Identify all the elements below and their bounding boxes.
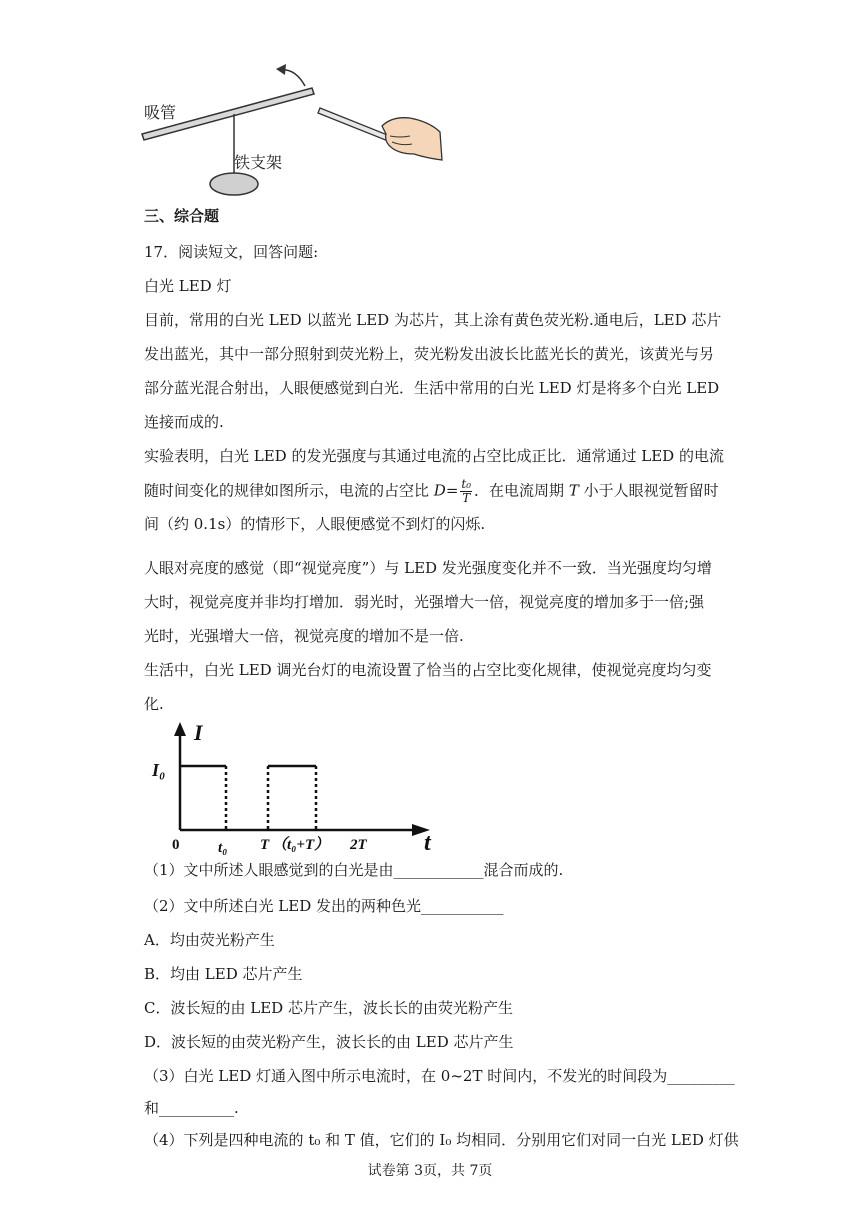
glass-rod <box>318 108 390 141</box>
p1-line-1: 目前，常用的白光 LED 以蓝光 LED 为芯片，其上涂有黄色荧光粉.通电后，LED 芯片 <box>144 311 722 329</box>
subquestion-1: （1）文中所述人眼感觉到的白光是由____________混合而成的. <box>144 861 564 879</box>
p3-line-2: 大时，视觉亮度并非均打增加．弱光时，光强增大一倍，视觉亮度的增加多于一倍;强 <box>144 593 705 611</box>
subquestion-3-line-2: 和__________. <box>144 1099 239 1117</box>
subquestion-3-line-1: （3）白光 LED 灯通入图中所示电流时，在 0~2T 时间内，不发光的时间段为_________ <box>144 1067 735 1085</box>
p4-line-2: 化. <box>144 695 164 713</box>
i0-label: I₀ <box>152 760 166 780</box>
p2-line-1: 实验表明，白光 LED 的发光强度与其通过电流的占空比成正比．通常通过 LED 的电流 <box>144 447 724 465</box>
p1-line-3: 部分蓝光混合射出，人眼便感觉到白光．生活中常用的白光 LED 灯是将多个白光 LED <box>144 379 720 397</box>
p3-line-1: 人眼对亮度的感觉（即“视觉亮度”）与 LED 发光强度变化并不一致．当光强度均匀增 <box>144 559 712 577</box>
duty-symbol: D <box>433 481 446 500</box>
y-axis-label: I <box>194 720 203 745</box>
equals-sign: = <box>445 481 459 500</box>
option-b: B．均由 LED 芯片产生 <box>144 965 303 983</box>
subquestion-2: （2）文中所述白光 LED 发出的两种色光___________ <box>144 897 504 915</box>
p2-text-c: 小于人眼视觉暂留时 <box>578 481 719 500</box>
tick-2T: 2T <box>350 837 367 853</box>
option-a: A．均由荧光粉产生 <box>144 931 275 949</box>
subquestion-4: （4）下列是四种电流的 t₀ 和 T 值，它们的 I₀ 均相同．分别用它们对同一白光 LED 灯供 <box>144 1131 739 1149</box>
fraction-denominator: T <box>462 491 471 505</box>
rotation-arrowhead <box>276 64 286 75</box>
period-symbol: T <box>568 481 579 500</box>
p2-line-3: 间（约 0.1s）的情形下，人眼便感觉不到灯的闪烁. <box>144 515 486 533</box>
x-axis-label: t <box>424 830 431 856</box>
tick-t0-plus-T: （t₀+T） <box>272 837 330 853</box>
p4-line-1: 生活中，白光 LED 调光台灯的电流设置了恰当的占空比变化规律，使视觉亮度均匀变 <box>144 661 712 679</box>
p3-line-3: 光时，光强增大一倍，视觉亮度的增加不是一倍. <box>144 627 464 645</box>
straw-label: 吸管 <box>144 105 177 122</box>
p1-line-2: 发出蓝光，其中一部分照射到荧光粉上，荧光粉发出波长比蓝光长的黄光，该黄光与另 <box>144 345 715 363</box>
page-footer: 试卷第 3页，共 7页 <box>367 1163 493 1179</box>
option-d: D．波长短的由荧光粉产生，波长长的由 LED 芯片产生 <box>144 1033 514 1051</box>
fraction-numerator: t₀ <box>461 477 472 491</box>
hand <box>382 118 442 160</box>
duty-fraction <box>460 478 472 505</box>
p2-text-a: 随时间变化的规律如图所示，电流的占空比 <box>144 481 434 500</box>
article-title: 白光 LED 灯 <box>144 277 232 295</box>
stand-base <box>210 173 258 195</box>
origin-label: 0 <box>172 837 180 853</box>
p1-line-4: 连接而成的. <box>144 413 224 431</box>
current-time-graph <box>148 718 448 860</box>
option-c: C．波长短的由 LED 芯片产生，波长长的由荧光粉产生 <box>144 999 513 1017</box>
section-title: 三、综合题 <box>144 207 220 225</box>
tick-t0: t₀ <box>218 840 228 856</box>
stand-label: 铁支架 <box>234 155 283 172</box>
p2-text-b: ．在电流周期 <box>474 481 569 500</box>
tick-T: T <box>260 837 270 853</box>
y-axis-arrow <box>174 722 186 736</box>
p2-line-2 <box>144 478 719 505</box>
q17-intro: 17．阅读短文，回答问题: <box>144 243 319 261</box>
straw-stand-figure <box>130 56 450 206</box>
